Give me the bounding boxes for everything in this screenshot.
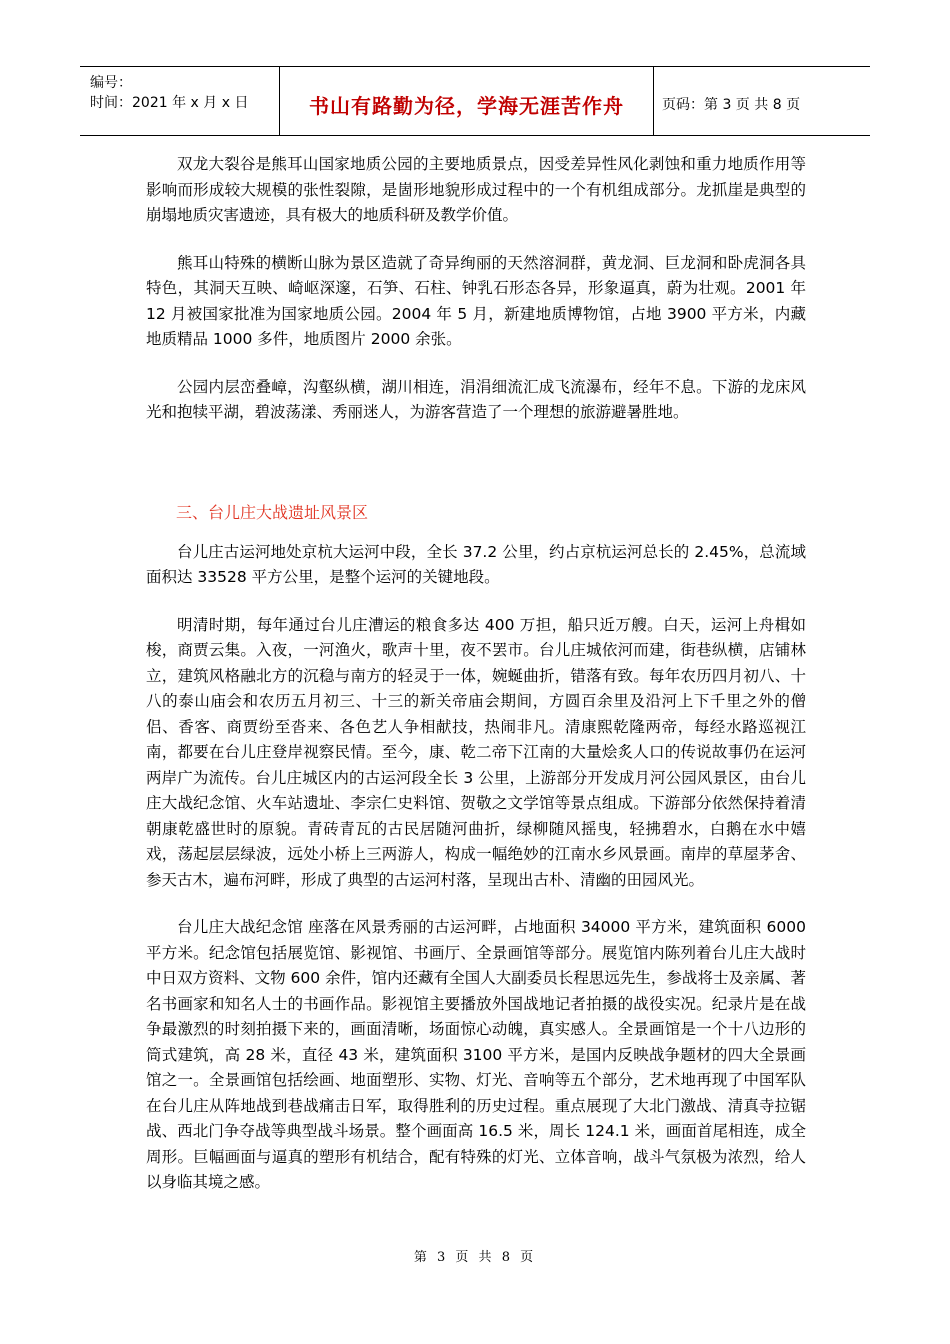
header-meta <box>80 67 280 135</box>
page-footer: 第 3 页 共 8 页 <box>413 1250 537 1265</box>
paragraph: 双龙大裂谷是熊耳山国家地质公园的主要地质景点，因受差异性风化剥蚀和重力地质作用等影响而形成较大规模的张性裂隙，是崮形地貌形成过程中的一个有机组成部分。龙抓崖是典型的崩塌地质灾害遗迹，具有极大的地质科研及教学价值。 <box>146 155 806 224</box>
paragraph: 公园内层峦叠嶂，沟壑纵横，湖川相连，涓涓细流汇成飞流瀑布，经年不息。下游的龙床风光和抱犊平湖，碧波荡漾、秀丽迷人，为游客营造了一个理想的旅游避暑胜地。 <box>146 377 806 421</box>
number-label: 编号： <box>90 75 132 91</box>
paragraph: 台儿庄古运河地处京杭大运河中段，全长 37.2 公里，约占京杭运河总长的 2.45%，总流域面积达 33528 平方公里，是整个运河的关键地段。 <box>146 542 806 586</box>
time-label: 时间：2021 年 x 月 x 日 <box>90 95 249 111</box>
header-motto: 书山有路勤为径，学海无涯苦作舟 <box>280 67 654 135</box>
header-page-info: 页码：第 3 页 共 8 页 <box>662 97 801 113</box>
paragraph: 熊耳山特殊的横断山脉为景区造就了奇异绚丽的天然溶洞群，黄龙洞、巨龙洞和卧虎洞各具特色，其洞天互映、崎岖深邃，石笋、石柱、钟乳石形态各异，形象逼真，蔚为壮观。2001 年 12 月被国家批准为国家地质公园。2004 年 5 月，新建地质博物馆，占地 3900 平方米，内藏地质精品 1000 多件，地质图片 2000 余张。 <box>146 253 806 348</box>
document-body <box>146 152 806 1196</box>
paragraph: 台儿庄大战纪念馆 座落在风景秀丽的古运河畔，占地面积 34000 平方米，建筑面积 6000 平方米。纪念馆包括展览馆、影视馆、书画厅、全景画馆等部分。展览馆内陈列着台儿庄大战时中日双方资料、文物 600 余件，馆内还藏有全国人大副委员长程思远先生，参战将士及亲属、著名书画家和知名人士的书画作品。影视馆主要播放外国战地记者拍摄的战役实况。纪录片是在战争最激烈的时刻拍摄下来的，画面清晰，场面惊心动魄，真实感人。全景画馆是一个十八边形的筒式建筑，高 28 米，直径 43 米，建筑面积 3100 平方米，是国内反映战争题材的四大全景画馆之一。全景画馆包括绘画、地面塑形、实物、灯光、音响等五个部分，艺术地再现了中国军队在台儿庄从阵地战到巷战痛击日军，取得胜利的历史过程。重点展现了大北门激战、清真寺拉锯战、西北门争夺战等典型战斗场景。整个画面高 16.5 米，周长 124.1 米，画面首尾相连，成全周形。巨幅画面与逼真的塑形有机结合，配有特殊的灯光、立体音响，战斗气氛极为浓烈，给人以身临其境之感。 <box>146 918 806 1191</box>
page-header <box>80 66 870 136</box>
section-heading: 三、台儿庄大战遗址风景区 <box>176 502 369 522</box>
paragraph: 明清时期，每年通过台儿庄漕运的粮食多达 400 万担，船只近万艘。白天，运河上舟楫如梭，商贾云集。入夜，一河渔火，歌声十里，夜不罢市。台儿庄城依河而建，街巷纵横，店铺林立，建筑风格融北方的沉稳与南方的轻灵于一体，婉蜒曲折，错落有致。每年农历四月初八、十八的泰山庙会和农历五月初三、十三的新关帝庙会期间，方圆百余里及沿河上下千里之外的僧侣、香客、商贾纷至沓来、各色艺人争相献技，热闹非凡。清康熙乾隆两帝，每经水路巡视江南，都要在台儿庄登岸视察民情。至今，康、乾二帝下江南的大量烩炙人口的传说故事仍在运河两岸广为流传。台儿庄城区内的古运河段全长 3 公里，上游部分开发成月河公园风景区，由台儿庄大战纪念馆、火车站遗址、李宗仁史料馆、贺敬之文学馆等景点组成。下游部分依然保持着清朝康乾盛世时的原貌。青砖青瓦的古民居随河曲折，绿柳随风摇曳，轻拂碧水，白鹅在水中嬉戏，荡起层层绿波，远处小桥上三两游人，构成一幅绝妙的江南水乡风景画。南岸的草屋茅舍、参天古木，遍布河畔，形成了典型的古运河村落，呈现出古朴、清幽的田园风光。 <box>146 615 806 889</box>
